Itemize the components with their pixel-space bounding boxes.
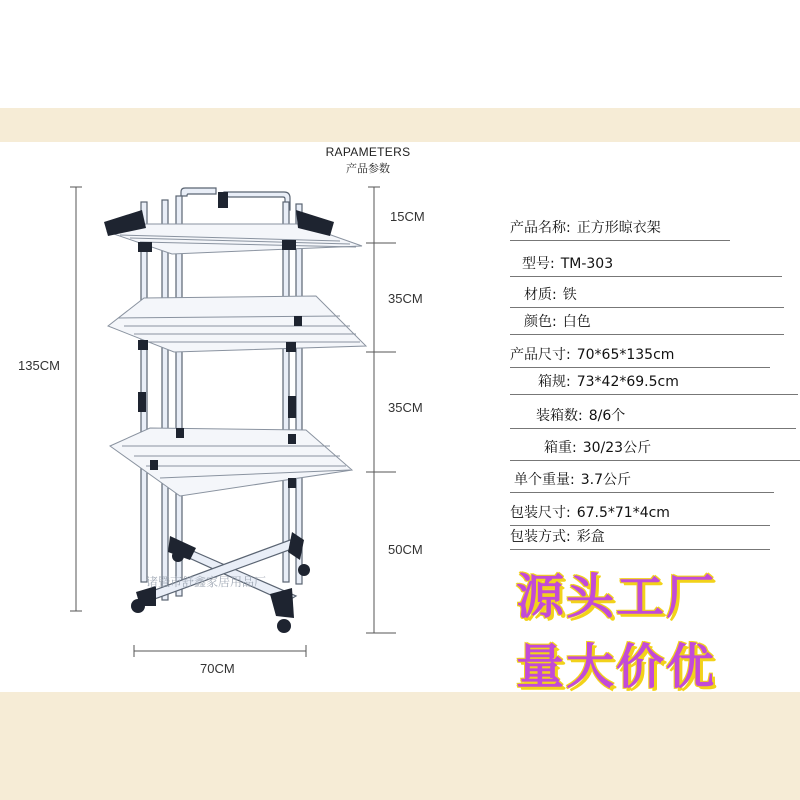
spec-row-material xyxy=(510,283,784,308)
dimension-lower-section: 50CM xyxy=(388,542,423,557)
watermark-text: 诸暨市舒鑫家居用品厂 xyxy=(146,575,267,589)
spec-value: 铁 xyxy=(562,287,577,303)
spec-label: 颜色: xyxy=(524,314,557,330)
spec-value: 30/23公斤 xyxy=(582,440,652,456)
spec-value: 8/6个 xyxy=(588,408,626,424)
spec-row-size xyxy=(510,343,770,368)
spec-row-color xyxy=(510,310,784,335)
spec-value: 73*42*69.5cm xyxy=(576,374,679,390)
spec-value: 彩盒 xyxy=(576,529,605,545)
spec-value: 3.7公斤 xyxy=(580,472,631,488)
slogan-bulk-price: 量大价优 xyxy=(516,639,717,695)
spec-row-model xyxy=(510,252,782,277)
spec-label: 产品尺寸: xyxy=(510,347,571,363)
spec-value: 白色 xyxy=(562,314,591,330)
spec-value: 67.5*71*4cm xyxy=(576,505,670,521)
spec-label: 装箱数: xyxy=(536,408,583,424)
dimension-upper-section: 35CM xyxy=(388,291,423,306)
spec-row-carton xyxy=(510,370,798,395)
dimension-total-height: 135CM xyxy=(18,358,60,373)
spec-row-name xyxy=(510,216,730,241)
dimension-width: 70CM xyxy=(200,661,235,676)
spec-value: 正方形晾衣架 xyxy=(576,220,661,236)
slogan-factory-source: 源头工厂 xyxy=(516,569,717,625)
spec-row-packaging xyxy=(510,525,770,550)
header-title-cn: 产品参数 xyxy=(346,163,390,175)
spec-label: 包装尺寸: xyxy=(510,505,571,521)
dimension-middle-section: 35CM xyxy=(388,400,423,415)
spec-label: 箱规: xyxy=(538,374,571,390)
spec-row-pack-qty xyxy=(510,404,796,429)
spec-row-carton-weight xyxy=(510,436,800,461)
spec-label: 单个重量: xyxy=(514,472,575,488)
spec-label: 产品名称: xyxy=(510,220,571,236)
spec-value: 70*65*135cm xyxy=(576,347,675,363)
header-title-en: RAPAMETERS xyxy=(325,145,411,159)
spec-value: TM-303 xyxy=(560,256,614,272)
spec-label: 材质: xyxy=(524,287,557,303)
spec-label: 箱重: xyxy=(544,440,577,456)
spec-label: 型号: xyxy=(522,256,555,272)
spec-label: 包装方式: xyxy=(510,529,571,545)
spec-row-unit-weight xyxy=(510,468,774,493)
dimension-top-section: 15CM xyxy=(390,209,425,224)
spec-row-package-size xyxy=(510,501,770,526)
